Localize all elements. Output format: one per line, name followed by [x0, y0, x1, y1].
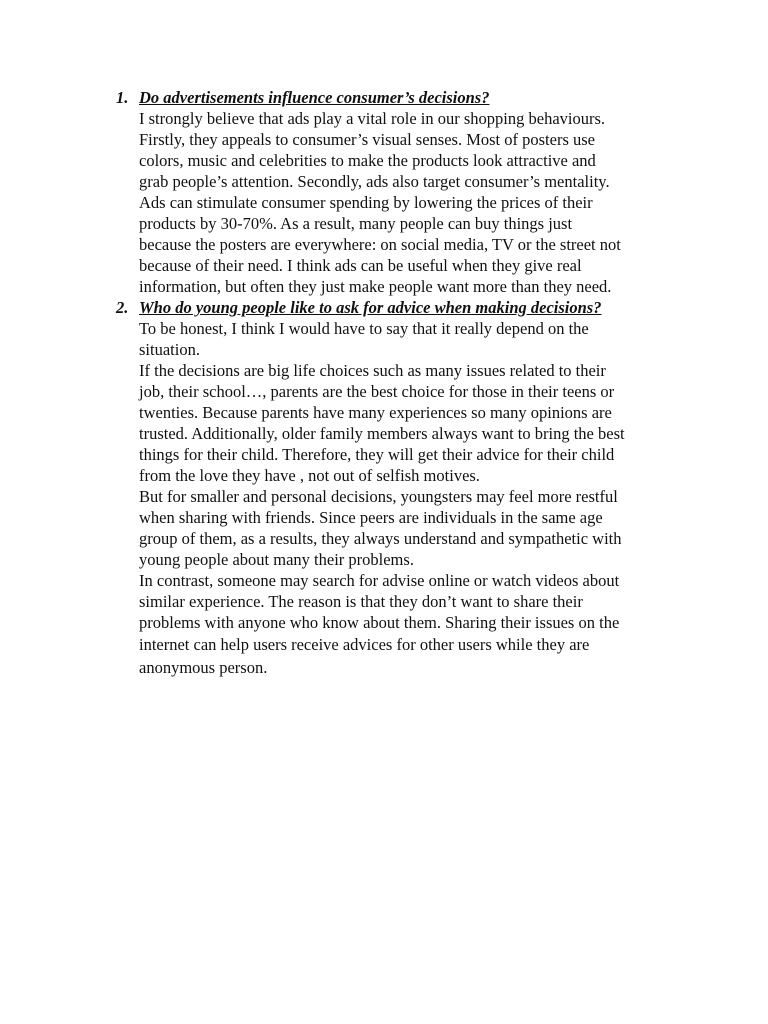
answer-line: from the love they have , not out of selfish motives. [139, 466, 480, 485]
answer-line: I strongly believe that ads play a vital role in our shopping behaviours. [139, 109, 606, 128]
answer-line: young people about many their problems. [139, 550, 414, 569]
answer-line: grab people’s attention. Secondly, ads also target consumer’s mentality. [139, 172, 610, 191]
answer-line: twenties. Because parents have many experiences so many opinions are [139, 403, 612, 422]
answer-line: trusted. Additionally, older family members always want to bring the best [139, 424, 625, 443]
answer-line: things for their child. Therefore, they will get their advice for their child [139, 445, 615, 464]
answer-line: Ads can stimulate consumer spending by lowering the prices of their [139, 193, 593, 212]
answer-line: job, their school…, parents are the best choice for those in their teens or [139, 382, 615, 401]
answer-line: colors, music and celebrities to make the products look attractive and [139, 151, 596, 170]
question-2-answer [139, 318, 684, 678]
answer-line: information, but often they just make people want more than they need. [139, 277, 612, 296]
answer-line: because the posters are everywhere: on social media, TV or the street not [139, 235, 621, 254]
answer-line: If the decisions are big life choices such as many issues related to their [139, 361, 606, 380]
answer-line: similar experience. The reason is that they don’t want to share their [139, 592, 583, 611]
answer-line: products by 30-70%. As a result, many people can buy things just [139, 214, 573, 233]
answer-line: internet can help users receive advices for other users while they are [139, 635, 590, 654]
question-1-title: Do advertisements influence consumer’s decisions? [139, 88, 490, 107]
answer-line: To be honest, I think I would have to say that it really depend on the [139, 319, 589, 338]
answer-line: group of them, as a results, they always understand and sympathetic with [139, 529, 622, 548]
question-1-answer [139, 108, 684, 297]
question-1-number: 1. [116, 88, 129, 107]
answer-line: In contrast, someone may search for advise online or watch videos about [139, 571, 620, 590]
answer-line: situation. [139, 340, 200, 359]
question-2-number: 2. [116, 298, 129, 317]
answer-line: when sharing with friends. Since peers are individuals in the same age [139, 508, 603, 527]
answer-line: Firstly, they appeals to consumer’s visual senses. Most of posters use [139, 130, 595, 149]
answer-line: But for smaller and personal decisions, youngsters may feel more restful [139, 487, 618, 506]
question-2 [0, 297, 768, 678]
question-2-heading [0, 297, 768, 318]
answer-line: problems with anyone who know about them. Sharing their issues on the [139, 613, 620, 632]
answer-line: anonymous person. [139, 658, 268, 677]
answer-line: because of their need. I think ads can be useful when they give real [139, 256, 582, 275]
question-2-title: Who do young people like to ask for advice when making decisions? [139, 298, 602, 317]
question-1 [0, 87, 768, 297]
question-1-heading [0, 87, 768, 108]
